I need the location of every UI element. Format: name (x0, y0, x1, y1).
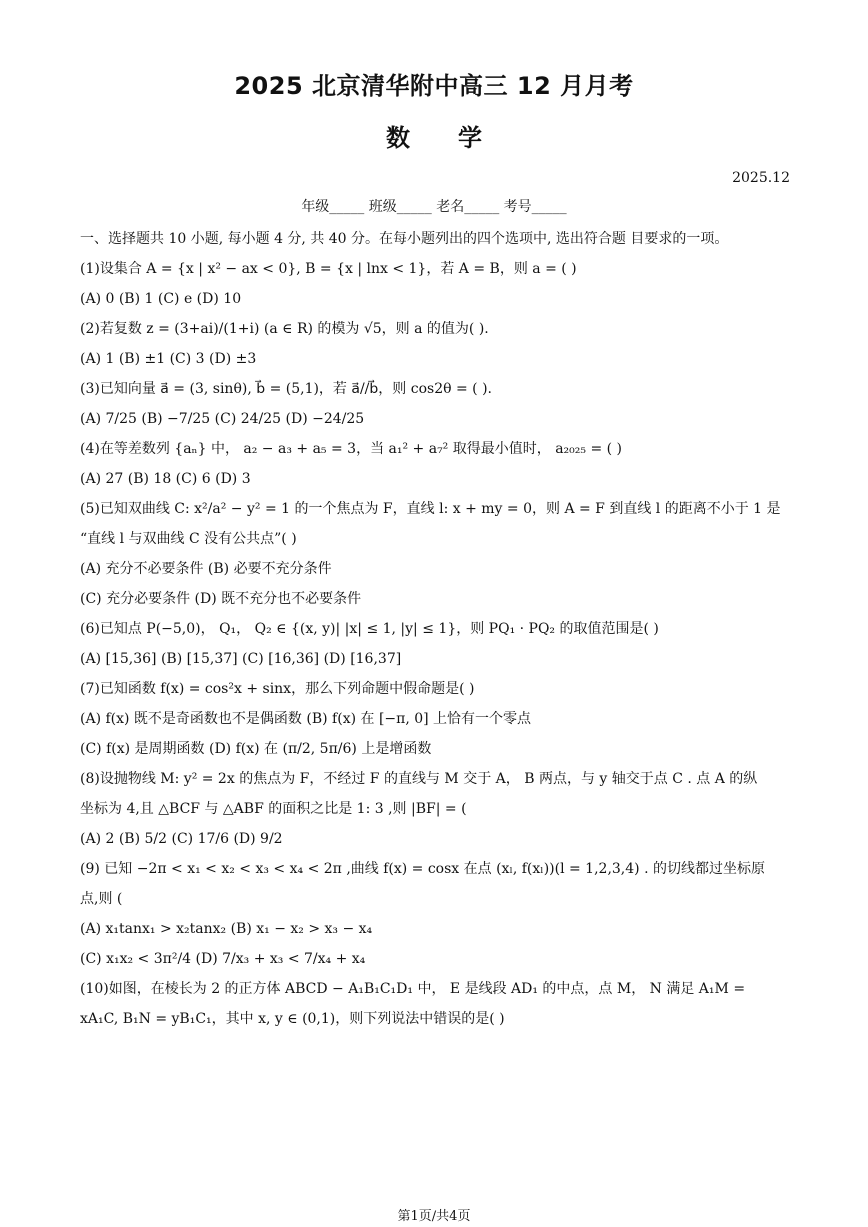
q1-options: (A) 0 (B) 1 (C) e (D) 10 (80, 291, 242, 307)
q9-stem: (9) 已知 −2π < x₁ < x₂ < x₃ < x₄ < 2π ,曲线 f(x) = cosx 在点 (xₗ, f(xₗ))(l = 1,2,3,4) . 的切线都过坐标原 (80, 861, 765, 877)
page-number: 第1页/共4页 (397, 1209, 471, 1224)
q2-stem: (2)若复数 z = (3+ai)/(1+i) (a ∈ R) 的模为 √5，则 a 的值为( ). (80, 321, 489, 337)
student-info-line: 年级_____ 班级_____ 老名_____ 考号_____ (301, 199, 567, 215)
exam-title: 2025 北京清华附中高三 12 月月考 (234, 72, 634, 100)
q7-options-cd: (C) f(x) 是周期函数 (D) f(x) 在 (π/2, 5π/6) 上是增函数 (80, 741, 432, 757)
q9-options-cd: (C) x₁x₂ < 3π²/4 (D) 7/x₃ + x₃ < 7/x₄ + x₄ (80, 951, 366, 967)
section-heading: 一、选择题共 10 小题, 每小题 4 分, 共 40 分。在每小题列出的四个选项中, 选出符合题 目要求的一项。 (80, 231, 729, 247)
q4-options: (A) 27 (B) 18 (C) 6 (D) 3 (80, 471, 251, 487)
q5-options-cd: (C) 充分必要条件 (D) 既不充分也不必要条件 (80, 591, 362, 607)
q10-stem: (10)如图，在棱长为 2 的正方体 ABCD − A₁B₁C₁D₁ 中， E 是线段 AD₁ 的中点，点 M， N 满足 A₁M = (80, 981, 746, 997)
q5-stem-cont: “直线 l 与双曲线 C 没有公共点”( ) (80, 531, 297, 547)
q8-options: (A) 2 (B) 5/2 (C) 17/6 (D) 9/2 (80, 831, 283, 847)
q3-stem: (3)已知向量 a⃗ = (3, sinθ), b⃗ = (5,1)，若 a⃗//b⃗，则 cos2θ = ( ). (80, 381, 492, 397)
q5-stem: (5)已知双曲线 C: x²/a² − y² = 1 的一个焦点为 F，直线 l: x + my = 0，则 A = F 到直线 l 的距离不小于 1 是 (80, 501, 781, 517)
q9-stem-cont: 点,则 ( (80, 891, 123, 907)
q3-options: (A) 7/25 (B) −7/25 (C) 24/25 (D) −24/25 (80, 411, 365, 427)
q8-stem-cont: 坐标为 4,且 △BCF 与 △ABF 的面积之比是 1: 3 ,则 |BF| = ( (80, 801, 467, 817)
q2-options: (A) 1 (B) ±1 (C) 3 (D) ±3 (80, 351, 257, 367)
q8-stem: (8)设抛物线 M: y² = 2x 的焦点为 F，不经过 F 的直线与 M 交于 A， B 两点，与 y 轴交于点 C . 点 A 的纵 (80, 771, 758, 787)
questions-body (80, 224, 792, 1034)
q7-options-ab: (A) f(x) 既不是奇函数也不是偶函数 (B) f(x) 在 [−π, 0] 上恰有一个零点 (80, 711, 532, 727)
q6-options: (A) [15,36] (B) [15,37] (C) [16,36] (D) [16,37] (80, 651, 402, 667)
subject-title: 数学 (386, 124, 530, 152)
q6-stem: (6)已知点 P(−5,0)， Q₁， Q₂ ∈ {(x, y)| |x| ≤ 1, |y| ≤ 1}，则 PQ₁ · PQ₂ 的取值范围是( ) (80, 621, 659, 637)
q1-stem: (1)设集合 A = {x | x² − ax < 0}, B = {x | lnx < 1}，若 A = B，则 a = ( ) (80, 261, 577, 277)
exam-date: 2025.12 (732, 170, 790, 186)
q9-options-ab: (A) x₁tanx₁ > x₂tanx₂ (B) x₁ − x₂ > x₃ − x₄ (80, 921, 373, 937)
q4-stem: (4)在等差数列 {aₙ} 中， a₂ − a₃ + a₅ = 3，当 a₁² + a₇² 取得最小值时， a₂₀₂₅ = ( ) (80, 441, 622, 457)
q7-stem: (7)已知函数 f(x) = cos²x + sinx，那么下列命题中假命题是( ) (80, 681, 475, 697)
q5-options-ab: (A) 充分不必要条件 (B) 必要不充分条件 (80, 561, 332, 577)
q10-stem-cont: xA₁C, B₁N = yB₁C₁，其中 x, y ∈ (0,1)，则下列说法中错误的是( ) (80, 1011, 505, 1027)
